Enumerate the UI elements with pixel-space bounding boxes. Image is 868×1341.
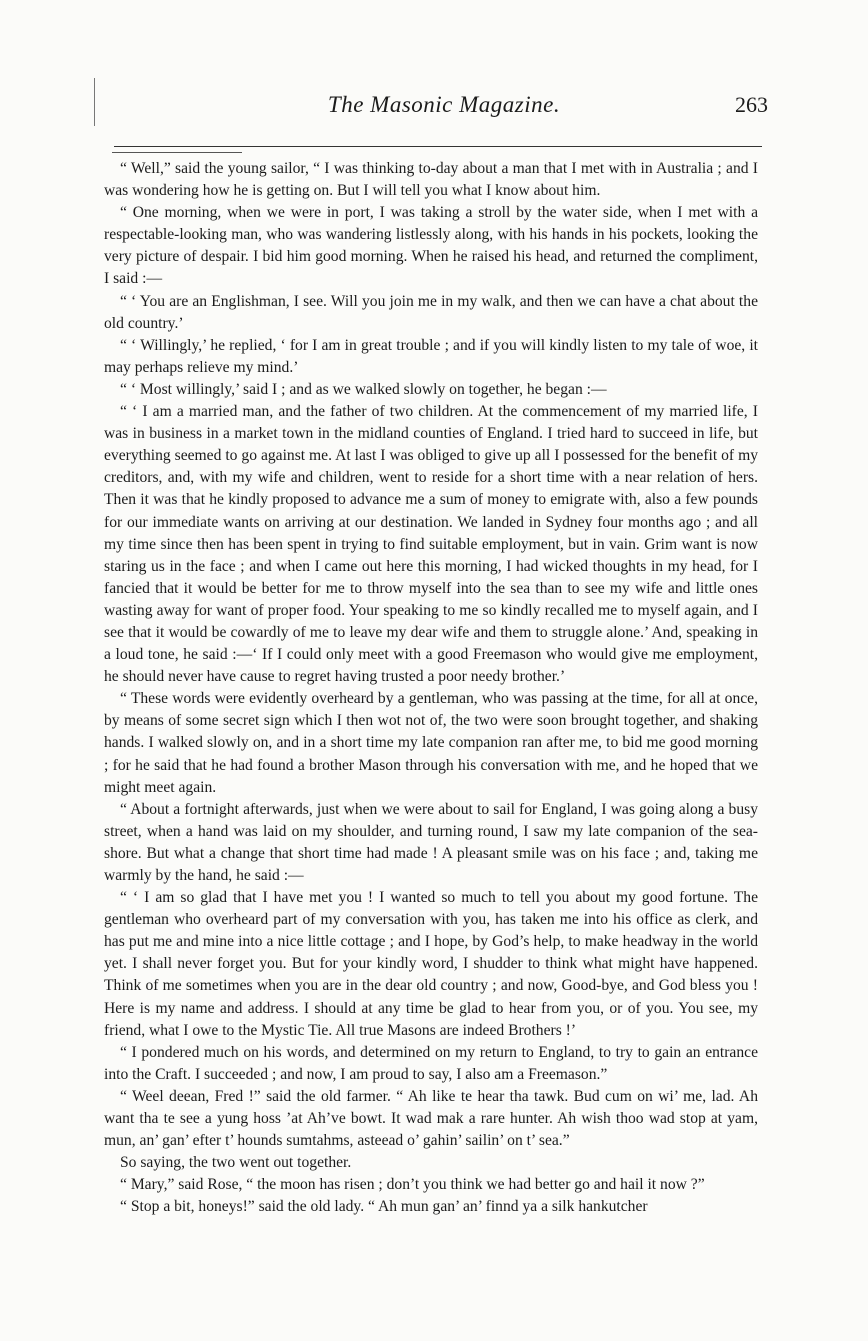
paragraph: So saying, the two went out together. bbox=[120, 1154, 352, 1172]
paragraph: “ About a fortnight afterwards, just when we were about to sail for England, I was going along a busy street, when a hand was laid on my shoulder, and turning round, I saw my late companion of the sea-shore. But what a change that short time had made ! A pleasant smile was on his face ; and, taking me warmly by the hand, he said :— bbox=[104, 800, 758, 884]
paragraph: “ I pondered much on his words, and determined on my return to England, to try to gain an entrance into the Craft. I succeeded ; and now, I am proud to say, I also am a Freemason.” bbox=[104, 1043, 758, 1083]
page-number: 263 bbox=[735, 92, 768, 117]
paragraph: “ ‘ I am a married man, and the father of two children. At the commencement of my married life, I was in business in a market town in the midland counties of England. I tried hard to succeed in life, but everything seemed to go against me. At last I was obliged to give up all I possessed for the benefit of my creditors, and, with my wife and children, went to reside for a short time with a near relation of hers. Then it was that he kindly proposed to advance me a sum of money to emigrate with, also a few pounds for our immediate wants on arriving at our destination. We landed in Sydney four months ago ; and all my time since then has been spent in trying to find suitable employment, but in vain. Grim want is now staring us in the face ; and when I came out here this morning, I had wicked thoughts in my head, for I fancied that it would be better for me to throw myself into the sea than to see my wife and little ones wasting away for want of proper food. Your speaking to me so kindly recalled me to myself again, and I see that it would be cowardly of me to leave my dear wife and them to struggle alone.’ And, speaking in a loud tone, he said :—‘ If I could only meet with a good Freemason who would give me employment, he should never have cause to regret having trusted a poor needy brother.’ bbox=[104, 403, 758, 686]
gutter-line bbox=[94, 78, 95, 126]
paragraph: “ Weel deean, Fred !” said the old farmer. “ Ah like te hear tha tawk. Bud cum on wi’ me, lad. Ah want tha te see a yung hoss ’at Ah’ve bowt. It wad mak a rare hunter. Ah wish thoo wad stop at yam, mun, an’ gan’ efter t’ hounds sumtahms, asteead o’ gahin’ sailin’ on t’ sea.” bbox=[104, 1087, 758, 1150]
paragraph: “ One morning, when we were in port, I was taking a stroll by the water side, when I met with a respectable-looking man, who was wandering listlessly along, with his hands in his pockets, looking the very picture of despair. I bid him good morning. When he raised his head, and returned the compliment, I said :— bbox=[104, 204, 758, 288]
page-header bbox=[120, 92, 768, 126]
paragraph: “ Stop a bit, honeys!” said the old lady. “ Ah mun gan’ an’ finnd ya a silk hankutcher bbox=[120, 1198, 648, 1216]
paragraph: “ ‘ I am so glad that I have met you ! I wanted so much to tell you about my good fortune. The gentleman who overheard part of my conversation with you, has taken me into his office as clerk, and has put me and mine into a nice little cottage ; and I hope, by God’s help, to make headway in the world yet. I shall never forget you. But for your kindly word, I shudder to think what might have happened. Think of me sometimes when you are in the dear old country ; and now, Good-bye, and God bless you ! Here is my name and address. I should at any time be glad to hear from you, or of you. You see, my friend, what I owe to the Mystic Tie. All true Masons are indeed Brothers !’ bbox=[104, 889, 758, 1039]
paragraph: “ ‘ You are an Englishman, I see. Will you join me in my walk, and then we can have a chat about the old country.’ bbox=[104, 292, 758, 332]
header-rule bbox=[114, 146, 762, 147]
article-body bbox=[104, 158, 758, 1219]
paragraph: “ ‘ Most willingly,’ said I ; and as we walked slowly on together, he began :— bbox=[120, 380, 607, 398]
paragraph: “ Mary,” said Rose, “ the moon has risen ; don’t you think we had better go and hail it now ?” bbox=[120, 1176, 705, 1194]
header-rule-short bbox=[112, 152, 242, 153]
paragraph: “ Well,” said the young sailor, “ I was thinking to-day about a man that I met with in Australia ; and I was wondering how he is getting on. But I will tell you what I know about him. bbox=[104, 160, 758, 200]
paragraph: “ These words were evidently overheard by a gentleman, who was passing at the time, for all at once, by means of some secret sign which I then wot not of, the two were soon brought together, and shaking hands. I walked slowly on, and in a short time my late companion ran after me, to bid me good morning ; for he said that he had found a brother Mason through his conversation with me, and he hoped that we might meet again. bbox=[104, 690, 758, 796]
running-title: The Masonic Magazine. bbox=[327, 92, 561, 117]
paragraph: “ ‘ Willingly,’ he replied, ‘ for I am in great trouble ; and if you will kindly listen to my tale of woe, it may perhaps relieve my mind.’ bbox=[104, 336, 758, 376]
